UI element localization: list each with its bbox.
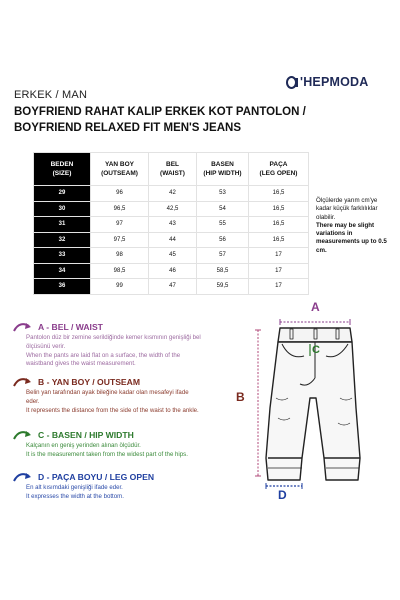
table-row xyxy=(34,232,309,248)
measurement-cell: 59,5 xyxy=(197,279,249,295)
note-en-line: measurements up to 0.5 xyxy=(316,238,387,246)
table-header-line: BEL xyxy=(166,161,179,168)
measurement-cell: 42,5 xyxy=(149,201,197,217)
measurement-cell: 47 xyxy=(149,279,197,295)
brand-logo-mark xyxy=(286,76,300,89)
table-header-line: PAÇA xyxy=(269,161,288,168)
table-row xyxy=(34,217,309,233)
measurement-cell: 16,5 xyxy=(249,201,309,217)
note-tr-line: Ölçülerde yarım cm'ye xyxy=(316,197,378,204)
size-chart-header xyxy=(34,153,309,186)
size-cell: 29 xyxy=(34,186,91,202)
curved-arrow-icon xyxy=(12,428,34,442)
legend-desc-line: eder. xyxy=(26,397,40,405)
legend-desc-line: It expresses the width at the bottom. xyxy=(26,492,124,500)
measurement-cell: 98 xyxy=(91,248,149,264)
size-chart-body xyxy=(34,186,309,295)
brand-logo-text: 'HEPMODA xyxy=(300,75,369,89)
table-header-cell xyxy=(34,153,91,186)
measurement-cell: 57 xyxy=(197,248,249,264)
measurement-cell: 17 xyxy=(249,279,309,295)
jeans-illustration xyxy=(230,298,400,508)
table-header-cell xyxy=(197,153,249,186)
curved-arrow-icon xyxy=(12,320,34,334)
table-header-cell xyxy=(91,153,149,186)
table-header-line: YAN BOY xyxy=(104,161,135,168)
table-header-line: (HIP WIDTH) xyxy=(203,170,242,177)
legend-desc-line: En alt kısımdaki genişliği ifade eder. xyxy=(26,484,123,491)
legend-desc-line: It represents the distance from the side of the waist to the ankle. xyxy=(26,406,199,414)
diagram-label-c: C xyxy=(312,344,320,356)
note-en-line: There may be slight xyxy=(316,221,375,229)
gender-label: ERKEK / MAN xyxy=(14,89,88,101)
product-title-tr: BOYFRIEND RAHAT KALIP ERKEK KOT PANTOLON / xyxy=(14,106,306,118)
legend-desc-line: Pantolon düz bir zemine serildiğinde kemer kısmının genişliği bel xyxy=(26,334,201,341)
table-row xyxy=(34,186,309,202)
table-header-line: BEDEN xyxy=(50,161,74,168)
diagram-label-b: B xyxy=(236,390,245,404)
legend-title: D - PAÇA BOYU / LEG OPEN xyxy=(38,472,155,482)
measurement-cell: 16,5 xyxy=(249,232,309,248)
table-row xyxy=(34,263,309,279)
measurement-cell: 99 xyxy=(91,279,149,295)
legend-desc-line: ölçüsünü verir. xyxy=(26,342,66,350)
measurement-cell: 44 xyxy=(149,232,197,248)
legend-desc-line: When the pants are laid flat on a surface, the width of the xyxy=(26,351,181,359)
curved-arrow-icon xyxy=(12,470,34,484)
measurement-cell: 17 xyxy=(249,248,309,264)
legend-outseam xyxy=(12,375,242,415)
legend-desc-line: waistband gives the waist measurement. xyxy=(26,360,136,368)
curved-arrow-icon xyxy=(12,375,34,389)
diagram-label-a: A xyxy=(311,300,320,314)
size-cell: 30 xyxy=(34,201,91,217)
note-tr-line: kadar küçük farklılıklar xyxy=(316,205,378,213)
measurement-note xyxy=(316,197,396,255)
legend-desc-line: Kalçanın en geniş yerinden alınan ölçüdür. xyxy=(26,442,141,449)
measurement-cell: 96,5 xyxy=(91,201,149,217)
table-header-line: (LEG OPEN) xyxy=(259,170,298,177)
table-header-cell xyxy=(249,153,309,186)
size-cell: 33 xyxy=(34,248,91,264)
table-row xyxy=(34,279,309,295)
legend-title: B - YAN BOY / OUTSEAM xyxy=(38,377,141,387)
legend-hip xyxy=(12,428,242,460)
legend-desc-line: It is the measurement taken from the widest part of the hips. xyxy=(26,450,188,458)
measurement-cell: 54 xyxy=(197,201,249,217)
table-header-line: (WAIST) xyxy=(160,170,185,177)
measurement-cell: 55 xyxy=(197,217,249,233)
measurement-cell: 16,5 xyxy=(249,217,309,233)
legend-title: A - BEL / WAIST xyxy=(38,322,103,332)
note-en-line: variations in xyxy=(316,230,353,238)
brand-logo xyxy=(286,74,369,90)
note-en-line: cm. xyxy=(316,246,327,254)
jeans-measurement-diagram xyxy=(230,298,400,508)
note-tr-line: olabilir. xyxy=(316,213,336,221)
measurement-cell: 16,5 xyxy=(249,186,309,202)
table-row xyxy=(34,201,309,217)
measurement-cell: 43 xyxy=(149,217,197,233)
table-header-line: (OUTSEAM) xyxy=(101,170,138,177)
measurement-cell: 58,5 xyxy=(197,263,249,279)
size-chart-table xyxy=(33,152,309,295)
measurement-cell: 53 xyxy=(197,186,249,202)
measurement-cell: 46 xyxy=(149,263,197,279)
table-row xyxy=(34,248,309,264)
measurement-cell: 45 xyxy=(149,248,197,264)
table-header-line: BASEN xyxy=(211,161,234,168)
size-cell: 32 xyxy=(34,232,91,248)
measurement-cell: 97 xyxy=(91,217,149,233)
measurement-cell: 56 xyxy=(197,232,249,248)
legend-waist xyxy=(12,320,242,369)
size-cell: 36 xyxy=(34,279,91,295)
table-header-cell xyxy=(149,153,197,186)
product-title-en: BOYFRIEND RELAXED FIT MEN'S JEANS xyxy=(14,122,242,134)
measurement-cell: 98,5 xyxy=(91,263,149,279)
size-cell: 34 xyxy=(34,263,91,279)
measurement-cell: 97,5 xyxy=(91,232,149,248)
measurement-cell: 17 xyxy=(249,263,309,279)
measurement-cell: 42 xyxy=(149,186,197,202)
legend-title: C - BASEN / HIP WIDTH xyxy=(38,430,134,440)
table-header-line: (SIZE) xyxy=(52,170,72,177)
diagram-label-d: D xyxy=(278,488,287,502)
measurement-cell: 96 xyxy=(91,186,149,202)
legend-leg-open xyxy=(12,470,242,502)
size-cell: 31 xyxy=(34,217,91,233)
legend-desc-line: Belin yan tarafından ayak bileğine kadar olan mesafeyi ifade xyxy=(26,389,189,396)
